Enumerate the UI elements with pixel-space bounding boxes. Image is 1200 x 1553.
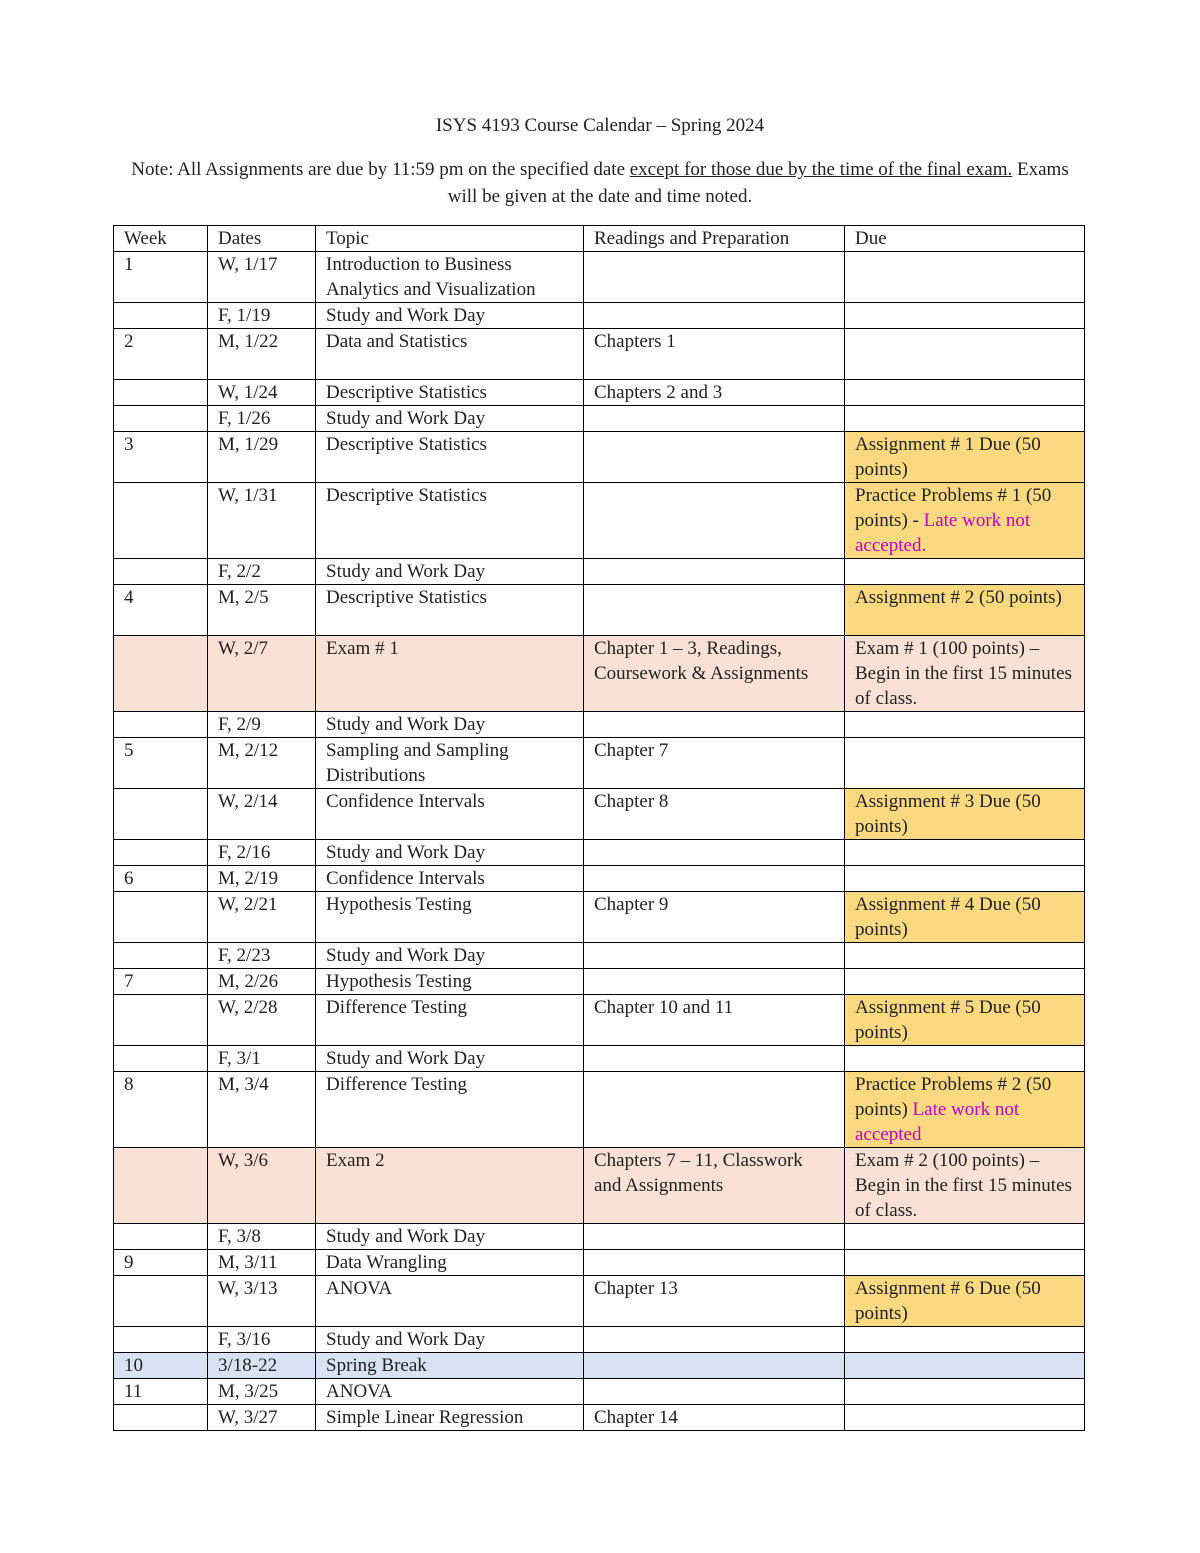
readings-cell: [584, 1353, 845, 1379]
week-cell: [114, 380, 208, 406]
table-row: [114, 380, 1085, 406]
date-cell: M, 3/25: [208, 1379, 316, 1405]
week-cell: [114, 406, 208, 432]
topic-cell: Confidence Intervals: [316, 789, 584, 840]
readings-cell: Chapters 1: [584, 329, 845, 380]
topic-cell: Study and Work Day: [316, 1046, 584, 1072]
week-cell: 8: [114, 1072, 208, 1148]
date-cell: W, 2/28: [208, 995, 316, 1046]
table-header-row: [114, 226, 1085, 252]
readings-cell: Chapter 1 – 3, Readings, Coursework & Assignments: [584, 636, 845, 712]
due-cell: [845, 738, 1085, 789]
header-dates: Dates: [208, 226, 316, 252]
topic-cell: Exam # 1: [316, 636, 584, 712]
header-due: Due: [845, 226, 1085, 252]
date-cell: W, 3/27: [208, 1405, 316, 1431]
due-text: Assignment # 6 Due (50 points): [855, 1278, 1041, 1324]
table-row: [114, 329, 1085, 380]
due-cell: [845, 559, 1085, 585]
table-row: [114, 406, 1085, 432]
readings-cell: [584, 1250, 845, 1276]
week-cell: 1: [114, 252, 208, 303]
topic-cell: Spring Break: [316, 1353, 584, 1379]
due-cell: [845, 380, 1085, 406]
date-cell: M, 2/26: [208, 969, 316, 995]
table-row: [114, 789, 1085, 840]
topic-cell: Descriptive Statistics: [316, 380, 584, 406]
date-cell: W, 2/14: [208, 789, 316, 840]
week-cell: 10: [114, 1353, 208, 1379]
header-week: Week: [114, 226, 208, 252]
table-row: [114, 1405, 1085, 1431]
date-cell: F, 3/1: [208, 1046, 316, 1072]
readings-cell: Chapter 10 and 11: [584, 995, 845, 1046]
due-cell: [845, 252, 1085, 303]
week-cell: 11: [114, 1379, 208, 1405]
topic-cell: Difference Testing: [316, 1072, 584, 1148]
due-cell: [845, 1405, 1085, 1431]
table-row: [114, 1353, 1085, 1379]
week-cell: 5: [114, 738, 208, 789]
readings-cell: [584, 483, 845, 559]
date-cell: F, 3/8: [208, 1224, 316, 1250]
table-row: [114, 712, 1085, 738]
week-cell: [114, 1276, 208, 1327]
readings-cell: [584, 406, 845, 432]
topic-cell: Study and Work Day: [316, 406, 584, 432]
readings-cell: [584, 866, 845, 892]
week-cell: 6: [114, 866, 208, 892]
due-cell: [845, 483, 1085, 559]
due-cell: [845, 1379, 1085, 1405]
readings-cell: [584, 1046, 845, 1072]
week-cell: [114, 892, 208, 943]
due-cell: [845, 840, 1085, 866]
due-text: Practice Problems # 2 (50 points): [855, 1074, 1052, 1120]
date-cell: F, 2/9: [208, 712, 316, 738]
table-row: [114, 1379, 1085, 1405]
late-work-warning: Late work not accepted.: [855, 510, 1031, 556]
week-cell: 7: [114, 969, 208, 995]
table-row: [114, 559, 1085, 585]
week-cell: [114, 712, 208, 738]
date-cell: W, 2/21: [208, 892, 316, 943]
table-row: [114, 969, 1085, 995]
readings-cell: Chapter 9: [584, 892, 845, 943]
week-cell: [114, 995, 208, 1046]
readings-cell: [584, 585, 845, 636]
due-text: Exam # 2 (100 points) – Begin in the first 15 minutes of class.: [855, 1150, 1072, 1221]
table-row: [114, 1276, 1085, 1327]
week-cell: [114, 943, 208, 969]
readings-cell: [584, 252, 845, 303]
table-row: [114, 738, 1085, 789]
due-cell: [845, 969, 1085, 995]
due-cell: [845, 406, 1085, 432]
course-calendar-table: [113, 225, 1085, 1431]
due-cell: [845, 303, 1085, 329]
table-row: [114, 432, 1085, 483]
readings-cell: [584, 969, 845, 995]
week-cell: [114, 1327, 208, 1353]
date-cell: W, 1/24: [208, 380, 316, 406]
table-row: [114, 483, 1085, 559]
table-row: [114, 866, 1085, 892]
due-cell: [845, 866, 1085, 892]
date-cell: M, 2/19: [208, 866, 316, 892]
table-row: [114, 840, 1085, 866]
date-cell: F, 1/26: [208, 406, 316, 432]
topic-cell: Hypothesis Testing: [316, 892, 584, 943]
readings-cell: [584, 1072, 845, 1148]
note-text-1: Note: All Assignments are due by 11:59 pm on the specified date: [131, 159, 630, 180]
readings-cell: [584, 303, 845, 329]
readings-cell: [584, 559, 845, 585]
topic-cell: Exam 2: [316, 1148, 584, 1224]
due-cell: [845, 1224, 1085, 1250]
due-cell: [845, 1353, 1085, 1379]
readings-cell: [584, 1379, 845, 1405]
topic-cell: Data and Statistics: [316, 329, 584, 380]
table-row: [114, 636, 1085, 712]
note-underlined-text: except for those due by the time of the final exam.: [629, 159, 1013, 180]
due-cell: [845, 636, 1085, 712]
due-text: Assignment # 3 Due (50 points): [855, 791, 1041, 837]
topic-cell: ANOVA: [316, 1276, 584, 1327]
due-cell: [845, 329, 1085, 380]
topic-cell: Study and Work Day: [316, 1224, 584, 1250]
readings-cell: [584, 1224, 845, 1250]
date-cell: M, 3/11: [208, 1250, 316, 1276]
date-cell: W, 2/7: [208, 636, 316, 712]
due-cell: [845, 943, 1085, 969]
due-cell: [845, 789, 1085, 840]
date-cell: 3/18-22: [208, 1353, 316, 1379]
readings-cell: Chapter 13: [584, 1276, 845, 1327]
readings-cell: [584, 1327, 845, 1353]
date-cell: F, 2/16: [208, 840, 316, 866]
readings-cell: [584, 432, 845, 483]
due-text: Assignment # 5 Due (50 points): [855, 997, 1041, 1043]
topic-cell: Descriptive Statistics: [316, 483, 584, 559]
due-cell: [845, 995, 1085, 1046]
topic-cell: Study and Work Day: [316, 303, 584, 329]
due-cell: [845, 1327, 1085, 1353]
date-cell: W, 1/17: [208, 252, 316, 303]
due-text: Assignment # 2 (50 points): [855, 587, 1062, 608]
table-row: [114, 892, 1085, 943]
late-work-warning: Late work not accepted: [855, 1099, 1020, 1145]
week-cell: [114, 483, 208, 559]
due-text: Assignment # 4 Due (50 points): [855, 894, 1041, 940]
topic-cell: Descriptive Statistics: [316, 585, 584, 636]
readings-cell: Chapters 2 and 3: [584, 380, 845, 406]
date-cell: M, 1/29: [208, 432, 316, 483]
week-cell: [114, 1405, 208, 1431]
note-text-2: Exams will be given at the date and time noted.: [447, 159, 1069, 207]
readings-cell: [584, 943, 845, 969]
date-cell: M, 2/12: [208, 738, 316, 789]
page-title: ISYS 4193 Course Calendar – Spring 2024: [435, 115, 765, 136]
week-cell: [114, 1224, 208, 1250]
due-text: Exam # 1 (100 points) – Begin in the first 15 minutes of class.: [855, 638, 1072, 709]
table-row: [114, 1046, 1085, 1072]
table-row: [114, 943, 1085, 969]
readings-cell: [584, 712, 845, 738]
due-cell: [845, 1072, 1085, 1148]
table-row: [114, 1224, 1085, 1250]
week-cell: 9: [114, 1250, 208, 1276]
week-cell: 2: [114, 329, 208, 380]
date-cell: M, 2/5: [208, 585, 316, 636]
table-row: [114, 1327, 1085, 1353]
due-cell: [845, 432, 1085, 483]
topic-cell: Simple Linear Regression: [316, 1405, 584, 1431]
date-cell: F, 3/16: [208, 1327, 316, 1353]
date-cell: W, 1/31: [208, 483, 316, 559]
week-cell: [114, 559, 208, 585]
week-cell: 3: [114, 432, 208, 483]
week-cell: [114, 303, 208, 329]
topic-cell: Introduction to Business Analytics and Visualization: [316, 252, 584, 303]
readings-cell: Chapter 14: [584, 1405, 845, 1431]
date-cell: M, 1/22: [208, 329, 316, 380]
topic-cell: Study and Work Day: [316, 1327, 584, 1353]
due-text: Assignment # 1 Due (50 points): [855, 434, 1041, 480]
topic-cell: ANOVA: [316, 1379, 584, 1405]
due-cell: [845, 712, 1085, 738]
due-note: [118, 156, 1082, 210]
week-cell: [114, 636, 208, 712]
due-cell: [845, 1046, 1085, 1072]
table-row: [114, 585, 1085, 636]
header-readings: Readings and Preparation: [584, 226, 845, 252]
week-cell: [114, 1046, 208, 1072]
week-cell: [114, 840, 208, 866]
table-row: [114, 995, 1085, 1046]
topic-cell: Difference Testing: [316, 995, 584, 1046]
readings-cell: Chapter 7: [584, 738, 845, 789]
readings-cell: Chapter 8: [584, 789, 845, 840]
topic-cell: Study and Work Day: [316, 840, 584, 866]
date-cell: W, 3/6: [208, 1148, 316, 1224]
readings-cell: [584, 840, 845, 866]
table-row: [114, 1250, 1085, 1276]
week-cell: [114, 1148, 208, 1224]
topic-cell: Study and Work Day: [316, 943, 584, 969]
date-cell: M, 3/4: [208, 1072, 316, 1148]
topic-cell: Descriptive Statistics: [316, 432, 584, 483]
due-cell: [845, 1148, 1085, 1224]
topic-cell: Study and Work Day: [316, 712, 584, 738]
topic-cell: Hypothesis Testing: [316, 969, 584, 995]
table-row: [114, 1148, 1085, 1224]
due-text: Practice Problems # 1 (50 points) -: [855, 485, 1052, 531]
table-row: [114, 1072, 1085, 1148]
due-cell: [845, 1276, 1085, 1327]
week-cell: [114, 789, 208, 840]
due-cell: [845, 892, 1085, 943]
calendar-body: [114, 252, 1085, 1431]
due-cell: [845, 585, 1085, 636]
due-cell: [845, 1250, 1085, 1276]
header-topic: Topic: [316, 226, 584, 252]
table-row: [114, 303, 1085, 329]
date-cell: F, 2/23: [208, 943, 316, 969]
date-cell: W, 3/13: [208, 1276, 316, 1327]
topic-cell: Study and Work Day: [316, 559, 584, 585]
topic-cell: Sampling and Sampling Distributions: [316, 738, 584, 789]
topic-cell: Confidence Intervals: [316, 866, 584, 892]
date-cell: F, 1/19: [208, 303, 316, 329]
date-cell: F, 2/2: [208, 559, 316, 585]
week-cell: 4: [114, 585, 208, 636]
table-row: [114, 252, 1085, 303]
topic-cell: Data Wrangling: [316, 1250, 584, 1276]
readings-cell: Chapters 7 – 11, Classwork and Assignments: [584, 1148, 845, 1224]
